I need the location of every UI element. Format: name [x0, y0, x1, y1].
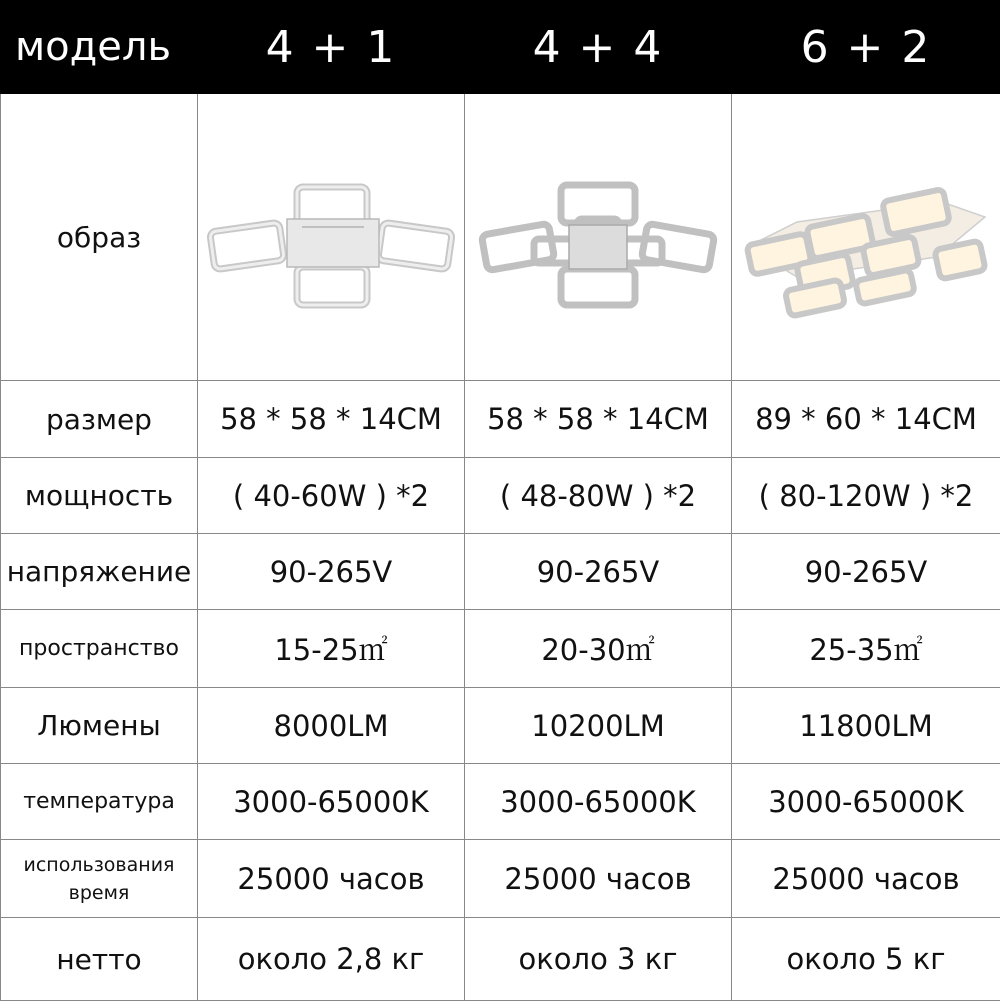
temperature-value: 3000-65000K [198, 764, 465, 840]
weight-value: около 5 кг [732, 918, 1000, 1001]
lamp-image-4-plus-4 [469, 147, 727, 327]
row-label-temperature: температура [1, 764, 198, 840]
lamp-image-cell [198, 94, 465, 381]
lumens-value: 8000LM [198, 688, 465, 764]
size-value: 58 * 58 * 14CM [198, 381, 465, 458]
weight-value: около 3 кг [465, 918, 732, 1001]
space-value: 20-30㎡ [465, 610, 732, 688]
table-row [1, 534, 1000, 610]
lumens-value: 11800LM [732, 688, 1000, 764]
lamp-image-4-plus-1 [202, 147, 460, 327]
power-value: ( 48-80W ) *2 [465, 458, 732, 534]
table-row [1, 458, 1000, 534]
header-row [1, 1, 1000, 94]
row-label-net-weight: нетто [1, 918, 198, 1001]
row-label-power: мощность [1, 458, 198, 534]
model-name-4-plus-4: 4 + 4 [465, 1, 732, 94]
header-label: модель [1, 1, 198, 94]
table-row [1, 764, 1000, 840]
lifetime-value: 25000 часов [465, 840, 732, 918]
size-value: 89 * 60 * 14CM [732, 381, 1000, 458]
lamp-image-6-plus-2 [737, 147, 995, 327]
model-name-6-plus-2: 6 + 2 [732, 1, 1000, 94]
temperature-value: 3000-65000K [465, 764, 732, 840]
space-value: 25-35㎡ [732, 610, 1000, 688]
lifetime-value: 25000 часов [198, 840, 465, 918]
row-label-size: размер [1, 381, 198, 458]
voltage-value: 90-265V [465, 534, 732, 610]
power-value: ( 40-60W ) *2 [198, 458, 465, 534]
image-row [1, 94, 1000, 381]
table-row [1, 840, 1000, 918]
row-label-voltage: напряжение [1, 534, 198, 610]
table-row [1, 381, 1000, 458]
space-value: 15-25㎡ [198, 610, 465, 688]
lifetime-value: 25000 часов [732, 840, 1000, 918]
lamp-image-cell [732, 94, 1000, 381]
model-name-4-plus-1: 4 + 1 [198, 1, 465, 94]
size-value: 58 * 58 * 14CM [465, 381, 732, 458]
weight-value: около 2,8 кг [198, 918, 465, 1001]
table-row [1, 688, 1000, 764]
power-value: ( 80-120W ) *2 [732, 458, 1000, 534]
table-row [1, 918, 1000, 1001]
table-row [1, 610, 1000, 688]
lumens-value: 10200LM [465, 688, 732, 764]
voltage-value: 90-265V [198, 534, 465, 610]
image-row-label: образ [1, 94, 198, 381]
voltage-value: 90-265V [732, 534, 1000, 610]
row-label-lumens: Люмены [1, 688, 198, 764]
temperature-value: 3000-65000K [732, 764, 1000, 840]
row-label-space: пространство [1, 610, 198, 688]
lamp-image-cell [465, 94, 732, 381]
row-label-lifetime: использования время [1, 840, 198, 918]
